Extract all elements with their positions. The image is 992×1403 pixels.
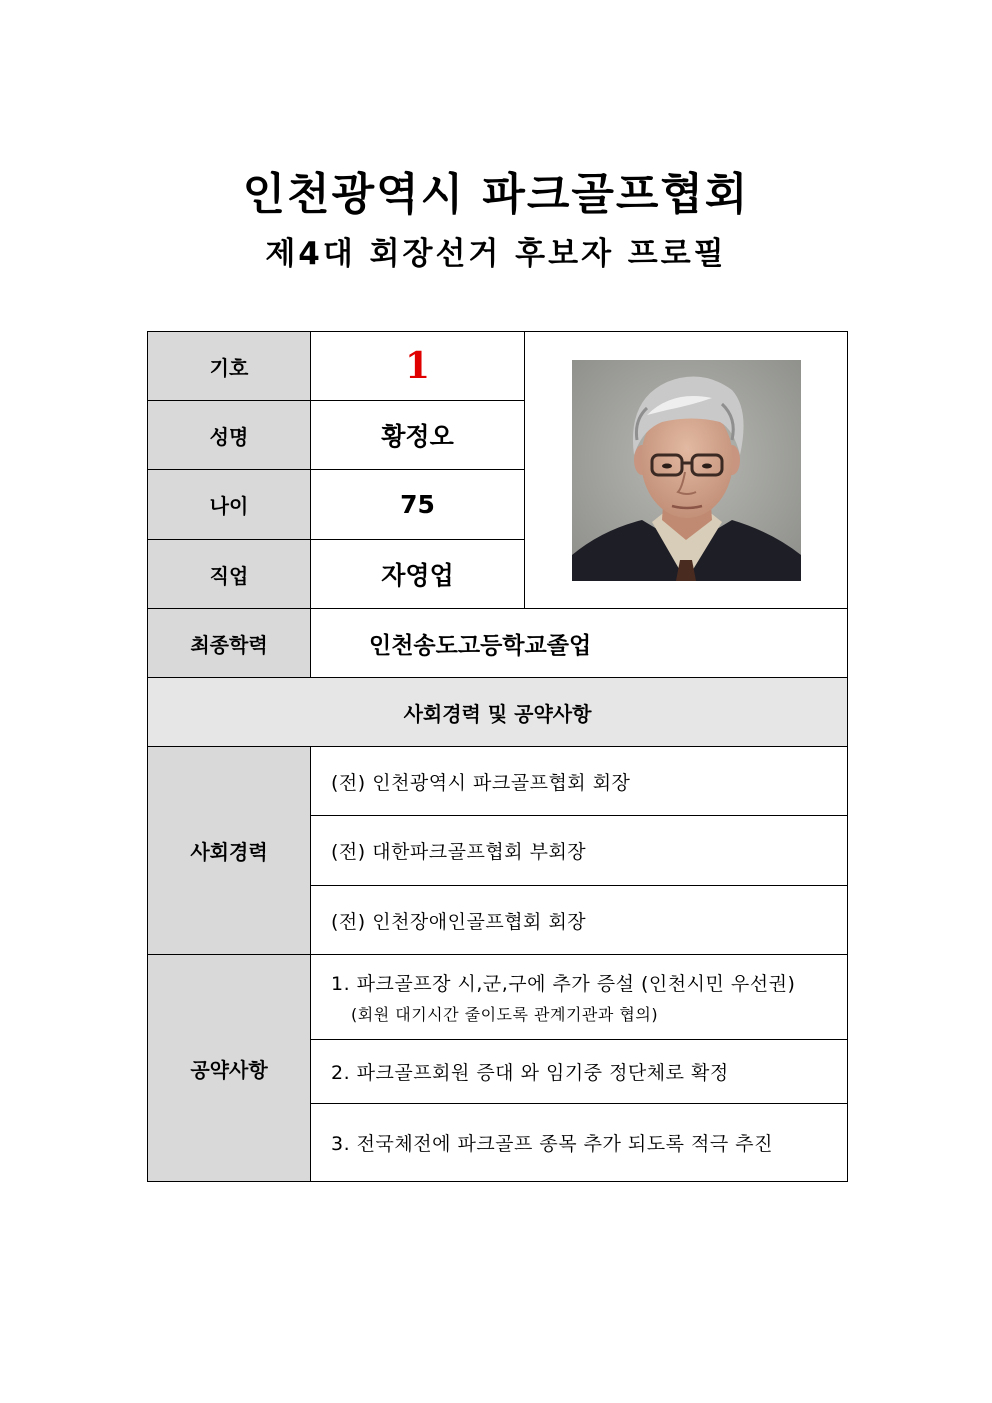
pledge-item: 3. 전국체전에 파크골프 종목 추가 되도록 적극 추진 xyxy=(311,1104,848,1182)
symbol-label: 기호 xyxy=(148,332,311,401)
job-value: 자영업 xyxy=(311,540,525,609)
education-label: 최종학력 xyxy=(148,609,311,678)
pledge-label: 공약사항 xyxy=(148,955,311,1182)
career-item: (전) 대한파크골프협회 부회장 xyxy=(311,816,848,886)
candidate-profile-table xyxy=(147,331,848,1182)
job-label: 직업 xyxy=(148,540,311,609)
candidate-photo-cell xyxy=(525,332,848,609)
name-value: 황정오 xyxy=(311,401,525,470)
section-heading: 사회경력 및 공약사항 xyxy=(148,678,848,747)
age-value: 75 xyxy=(311,470,525,540)
document-subtitle: 제4대 회장선거 후보자 프로필 xyxy=(265,236,727,272)
pledge-item xyxy=(311,955,848,1040)
career-label: 사회경력 xyxy=(148,747,311,955)
career-item: (전) 인천광역시 파크골프협회 회장 xyxy=(311,747,848,816)
career-item: (전) 인천장애인골프협회 회장 xyxy=(311,886,848,955)
pledge-item: 2. 파크골프회원 증대 와 임기중 정단체로 확정 xyxy=(311,1040,848,1104)
symbol-value: 1 xyxy=(311,332,525,401)
document-title: 인천광역시 파크골프협회 xyxy=(242,169,750,220)
name-label: 성명 xyxy=(148,401,311,470)
education-value: 인천송도고등학교졸업 xyxy=(311,609,848,678)
candidate-photo xyxy=(572,360,801,581)
age-label: 나이 xyxy=(148,470,311,540)
pledge-text: 1. 파크골프장 시,군,구에 추가 증설 (인천시민 우선권) xyxy=(331,973,796,995)
pledge-subtext: (회원 대기시간 줄이도록 관계기관과 협의) xyxy=(351,1005,659,1024)
